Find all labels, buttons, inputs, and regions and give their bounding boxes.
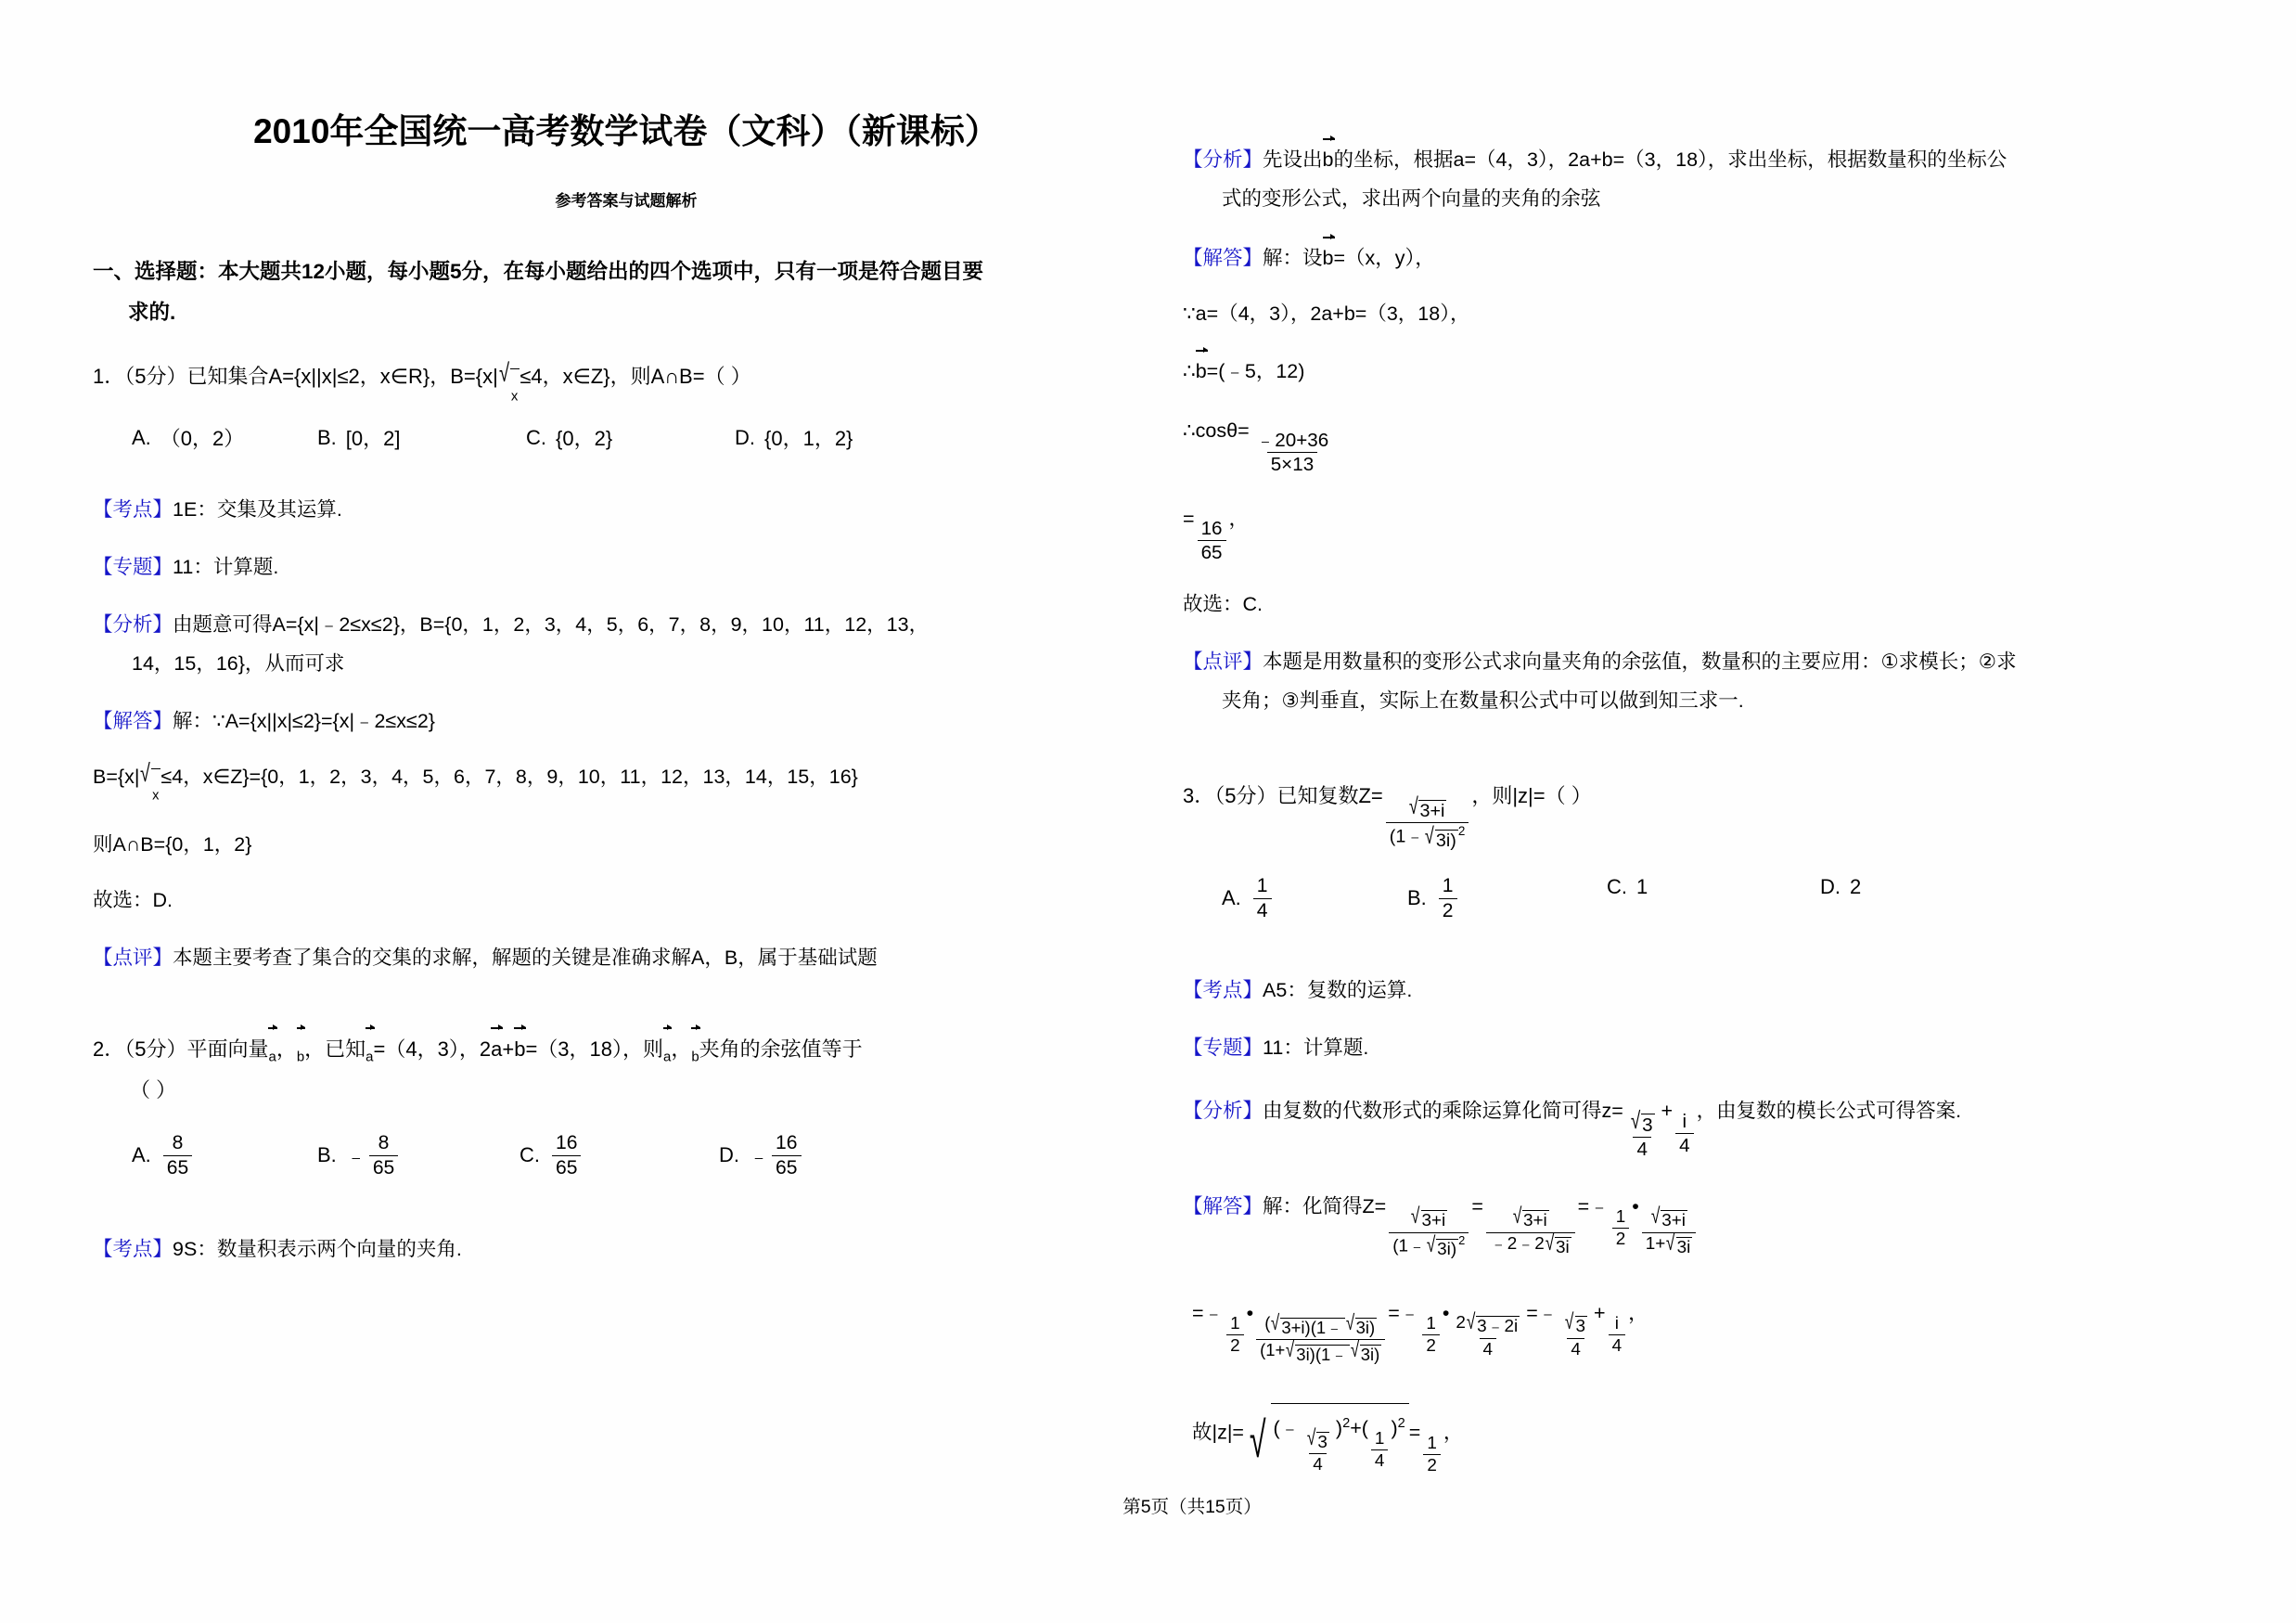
question-2 — [93, 1028, 1141, 1110]
question-2-stem: 2．（5分）平面向量$_a$，$_b$，已知$_a$=（4，3），2a+b=（3，18），则$_a$，$_b$夹角的余弦值等于 — [93, 1028, 1141, 1071]
kaodian-label: 【考点】 — [1183, 979, 1263, 1002]
section-heading-line1: 一、选择题：本大题共12小题，每小题5分，在每小题给出的四个选项中，只有一项是符合题目要 — [93, 260, 984, 284]
q2-jieda-line3: ∴b=(﹣5，12) — [1183, 351, 2240, 392]
section-heading — [93, 251, 1141, 333]
zhuanti-text: 11：计算题. — [1263, 1037, 1369, 1060]
vector-b-icon: b — [1196, 351, 1207, 392]
page-footer: 第5页（共15页） — [1122, 1497, 1262, 1517]
sqrt-symbol: √ $_x$ — [139, 767, 160, 809]
jieda-text-line1: 解：∵A={x||x|≤2}={x|﹣2≤x≤2} — [173, 710, 435, 733]
option-b[interactable]: B. ﹣ $\frac{8}{65}$ — [317, 1132, 519, 1179]
kaodian-label: 【考点】 — [93, 1238, 173, 1261]
fenxi-label: 【分析】 — [1183, 1100, 1263, 1123]
kaodian-text: 9S：数量积表示两个向量的夹角. — [173, 1238, 462, 1261]
option-c[interactable]: C. $\frac{16}{65}$ — [519, 1132, 719, 1179]
jieda-label: 【解答】 — [93, 710, 173, 733]
question-2-stem-cont: （ ） — [130, 1077, 177, 1101]
q1-jieda-line4: 故选：D. — [93, 888, 173, 911]
q1-fenxi — [93, 606, 1141, 684]
vector-b-icon: b — [1323, 139, 1334, 180]
q2-fenxi: 【分析】先设出b的坐标，根据a=（4，3），2a+b=（3，18），求出坐标，根据数量积的坐标公 式的变形公式，求出两个向量的夹角的余弦 — [1183, 139, 2240, 219]
q3-jieda-line2: =﹣ $\frac{1}{2}$ • ( √ 3+i)(1﹣ √ 3i) (1+ √ 3i)(1﹣ √ 3i) =﹣ $\frac{1}{2}$ • 2 √ 3﹣2i 4 =﹣ √ 3 4 + $\frac{i}{4}$ ， — [1192, 1302, 1648, 1364]
q3-kaodian — [1183, 972, 2240, 1011]
option-d[interactable]: D. 2 — [1820, 875, 1862, 898]
q1-kaodian — [93, 491, 1141, 530]
dianping-text-line1: 本题是用数量积的变形公式求向量夹角的余弦值，数量积的主要应用：①求模长；②求 — [1263, 650, 2017, 674]
question-3 — [1183, 777, 2240, 851]
option-c[interactable]: C. 1 — [1607, 875, 1648, 898]
dianping-text: 本题主要考查了集合的交集的求解，解题的关键是准确求解A，B，属于基础试题 — [173, 946, 878, 969]
zhuanti-label: 【专题】 — [1183, 1037, 1263, 1060]
dianping-text-line2: 夹角；③判垂直，实际上在数量积公式中可以做到知三求一. — [1222, 689, 1744, 713]
sqrt-symbol: √ $_x$ — [498, 367, 520, 410]
vector-a-icon: a — [663, 1028, 671, 1071]
two-column-layout — [93, 19, 2240, 1475]
q3-jieda: 【解答】解：化简得Z= √ 3+i (1﹣ √ 3i) $^2$ = √ 3+i ﹣2﹣2 √ 3i =﹣ $\frac{1}{2}$ • √ 3+i 1+ √ 3i — [1183, 1188, 2240, 1259]
dianping-label: 【点评】 — [93, 946, 173, 969]
option-a[interactable]: A. $\frac{1}{4}$ — [1222, 875, 1407, 921]
zhuanti-text: 11：计算题. — [173, 556, 279, 579]
q1-stem-part-c: ≤4，x∈Z}，则A∩B=（ ） — [519, 365, 751, 389]
fenxi-text-line1: 的坐标，根据a=（4，3），2a+b=（3，18），求出坐标，根据数量积的坐标公 — [1333, 148, 2007, 171]
big-sqrt-symbol: √ (﹣ √ 3 4 )$^2$+( $\frac{1}{4}$ )$^2$ — [1244, 1403, 1409, 1478]
section-heading-line2: 求的. — [128, 301, 176, 325]
kaodian-text: A5：复数的运算. — [1263, 979, 1413, 1002]
q2-jieda-line5: = $\frac{16}{65}$ ， — [1183, 507, 1250, 564]
q2-dianping — [1183, 643, 2240, 721]
page-title: 2010年全国统一高考数学试卷（文科）（新课标） — [253, 112, 999, 150]
page-content-area — [93, 19, 2240, 1604]
q2-jieda: 【解答】解：设b=（x，y）， — [1183, 238, 2240, 278]
dianping-label: 【点评】 — [1183, 650, 1263, 674]
jieda-label: 【解答】 — [1183, 246, 1263, 269]
fenxi-text-line2: 式的变形公式，求出两个向量的夹角的余弦 — [1222, 187, 1601, 210]
page-subtitle: 参考答案与试题解析 — [555, 192, 698, 211]
question-1-options — [132, 423, 1141, 452]
vector-a-icon: a — [491, 1028, 502, 1069]
vector-a-icon: a — [268, 1028, 276, 1071]
q1-radicand: x — [510, 388, 519, 405]
option-d[interactable]: D. {0，1，2} — [735, 425, 853, 451]
vector-b-icon: b — [1323, 238, 1334, 278]
vector-a-icon: a — [366, 1028, 373, 1071]
vector-b-icon: b — [514, 1028, 525, 1069]
jieda-label: 【解答】 — [1183, 1195, 1263, 1218]
kaodian-text: 1E：交集及其运算. — [173, 498, 342, 522]
q1-stem-part-a: 1．（5分）已知集合A={x||x|≤2，x∈R}，B={x| — [93, 365, 498, 389]
left-column — [93, 19, 1150, 1466]
option-b[interactable]: B. $\frac{1}{2}$ — [1407, 875, 1607, 921]
q1-jieda-line3: 则A∩B={0，1，2} — [93, 832, 252, 856]
option-a[interactable]: A. （0，2） — [132, 425, 245, 451]
question-3-options — [1222, 875, 2240, 921]
vector-b-icon: b — [297, 1028, 304, 1071]
question-1 — [93, 357, 1141, 410]
kaodian-label: 【考点】 — [93, 498, 173, 522]
right-column — [1150, 19, 2240, 1475]
q3-fenxi: 【分析】由复数的代数形式的乘除运算化简可得z= √ 3 4 + $\frac{i}{4}$ ，由复数的模长公式可得答案. — [1183, 1100, 1962, 1161]
q2-jieda-line4: ∴cosθ= $\frac{﹣20+36}{5\times 13}$ — [1183, 419, 1329, 476]
option-d[interactable]: D. ﹣ $\frac{16}{65}$ — [719, 1132, 804, 1179]
question-2-options — [132, 1132, 1141, 1179]
q3-jieda-line3: 故|z|= √ (﹣ √ 3 4 )$^2$+( $\frac{1}{4}$ )$^2$ = $\frac{1}{2}$ ， — [1192, 1403, 2240, 1478]
q1-dianping — [93, 939, 1141, 978]
vector-b-icon: b — [691, 1028, 699, 1071]
option-c[interactable]: C. {0，2} — [526, 425, 613, 451]
q3-zhuanti — [1183, 1029, 2240, 1068]
option-b[interactable]: B. [0，2] — [317, 425, 401, 451]
fenxi-text-line2: 14，15，16}，从而可求 — [132, 652, 345, 676]
q2-jieda-line2: ∵a=（4，3），2a+b=（3，18）， — [1183, 302, 1470, 325]
fenxi-text-line1: 由题意可得A={x|﹣2≤x≤2}，B={0，1，2，3，4，5，6，7，8，9，10，11，12，13， — [173, 613, 930, 637]
question-3-stem: 3．（5分）已知复数Z= √ 3+i (1﹣ √ 3i) $^2$ ，则|z|=（ ） — [1183, 784, 1592, 851]
q1-jieda — [93, 702, 1141, 741]
q2-kaodian — [93, 1230, 1141, 1269]
q1-zhuanti — [93, 548, 1141, 587]
option-a[interactable]: A. $\frac{8}{65}$ — [132, 1132, 317, 1179]
fenxi-label: 【分析】 — [93, 613, 173, 637]
zhuanti-label: 【专题】 — [93, 556, 173, 579]
q1-jieda-line2: B={x| √ $_x$ ≤4，x∈Z}={0，1，2，3，4，5，6，7，8，9，10，11，12，13，14，15，16} — [93, 758, 1141, 809]
fenxi-label: 【分析】 — [1183, 148, 1263, 171]
q2-jieda-line6: 故选：C. — [1183, 593, 1263, 616]
question-1-stem — [93, 357, 1141, 410]
